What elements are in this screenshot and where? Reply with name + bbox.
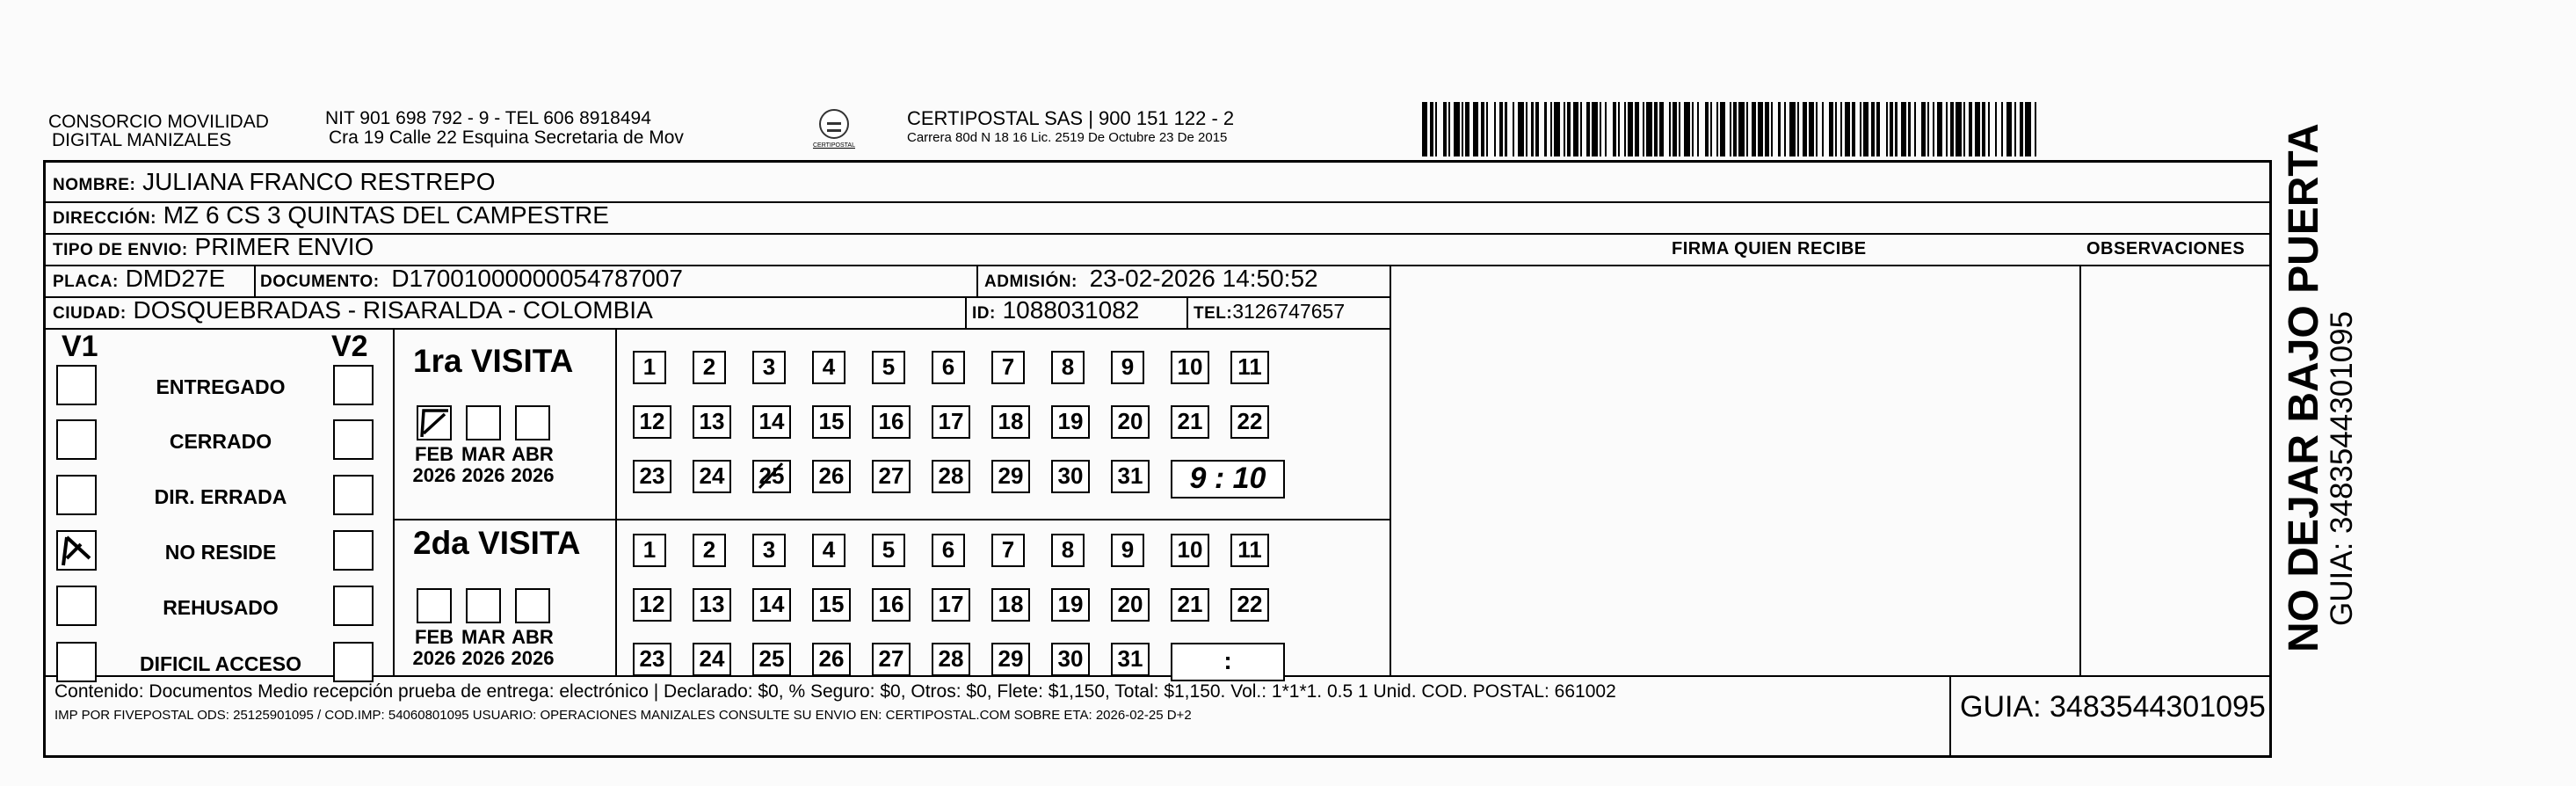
second-visit-day-25[interactable]: 25 — [752, 643, 791, 676]
admision-label: ADMISIÓN: — [984, 273, 1078, 291]
delivery-form — [43, 160, 2272, 758]
second-visit-day-31[interactable]: 31 — [1111, 643, 1150, 676]
second-visit-day-4[interactable]: 4 — [812, 534, 845, 567]
second-visit-day-13[interactable]: 13 — [693, 588, 731, 622]
firma-header: FIRMA QUIEN RECIBE — [1672, 239, 1867, 258]
tel-label: TEL: — [1194, 304, 1233, 323]
admision-value: 23-02-2026 14:50:52 — [1089, 265, 1318, 292]
second-visit-day-20[interactable]: 20 — [1111, 588, 1150, 622]
first-visit-month-mar: MAR 2026 — [461, 443, 506, 486]
first-visit-day-6[interactable]: 6 — [932, 351, 965, 384]
first-visit-day-30[interactable]: 30 — [1051, 460, 1090, 493]
certipostal-logo-icon — [803, 109, 865, 149]
first-visit-day-8[interactable]: 8 — [1051, 351, 1085, 384]
barcode — [1422, 102, 2108, 156]
observaciones-header: OBSERVACIONES — [2086, 239, 2246, 258]
tipo-envio-row — [53, 232, 374, 266]
first-visit-day-11[interactable]: 11 — [1230, 351, 1269, 384]
tipo-envio-value: PRIMER ENVIO — [194, 233, 374, 260]
second-visit-day-27[interactable]: 27 — [872, 643, 911, 676]
sender-line-1: CONSORCIO MOVILIDAD — [48, 112, 269, 132]
sender-address: Cra 19 Calle 22 Esquina Secretaria de Mov — [329, 127, 684, 148]
second-visit-day-9[interactable]: 9 — [1111, 534, 1144, 567]
v1-checkbox-5[interactable] — [56, 586, 97, 626]
second-visit-day-6[interactable]: 6 — [932, 534, 965, 567]
first-visit-day-2[interactable]: 2 — [693, 351, 726, 384]
first-visit-day-7[interactable]: 7 — [991, 351, 1025, 384]
v1-label: V1 — [62, 330, 98, 363]
first-visit-day-29[interactable]: 29 — [991, 460, 1030, 493]
sender-line-2: DIGITAL MANIZALES — [52, 130, 232, 150]
courier-details — [907, 107, 1399, 146]
status-label-1: ENTREGADO — [156, 375, 286, 398]
sender-nit: NIT 901 698 792 - 9 - TEL 606 8918494 — [325, 108, 651, 128]
first-visit-day-15[interactable]: 15 — [812, 405, 851, 439]
first-visit-day-18[interactable]: 18 — [991, 405, 1030, 439]
first-visit-day-23[interactable]: 23 — [633, 460, 671, 493]
first-visit-day-28[interactable]: 28 — [932, 460, 970, 493]
second-visit-day-19[interactable]: 19 — [1051, 588, 1090, 622]
first-visit-month-feb: FEB 2026 — [412, 443, 456, 486]
placa-value: DMD27E — [125, 265, 226, 292]
v1-checkbox-1[interactable] — [56, 365, 97, 405]
first-visit-day-17[interactable]: 17 — [932, 405, 970, 439]
first-visit-day-16[interactable]: 16 — [872, 405, 911, 439]
v2-checkbox-4[interactable] — [333, 530, 374, 571]
courier-address: Carrera 80d N 18 16 Lic. 2519 De Octubre 23 De 2015 — [907, 130, 1228, 145]
sender-details — [325, 109, 817, 148]
status-label-4: NO RESIDE — [164, 541, 277, 564]
first-visit-day-21[interactable]: 21 — [1171, 405, 1209, 439]
side-notice — [2283, 123, 2359, 652]
v1-checkbox-4[interactable] — [56, 530, 97, 571]
placa-row — [53, 264, 225, 297]
imp-line: IMP POR FIVEPOSTAL ODS: 25125901095 / COD.IMP: 54060801095 USUARIO: OPERACIONES MANIZALES CONSULTE SU ENVIO EN: CERTIPOSTAL.COM SOBRE ETA: 2026-02-25 D+2 — [54, 708, 1192, 723]
first-visit-month-abr: ABR 2026 — [511, 443, 555, 486]
second-visit-day-22[interactable]: 22 — [1230, 588, 1269, 622]
first-visit-day-20[interactable]: 20 — [1111, 405, 1150, 439]
sender-name — [48, 113, 312, 149]
second-visit-day-12[interactable]: 12 — [633, 588, 671, 622]
first-visit-day-3[interactable]: 3 — [752, 351, 786, 384]
second-visit-month-abr: ABR 2026 — [511, 626, 555, 669]
v2-checkbox-1[interactable] — [333, 365, 374, 405]
first-visit-day-1[interactable]: 1 — [633, 351, 666, 384]
direccion-label: DIRECCIÓN: — [53, 209, 156, 228]
nombre-row — [53, 167, 495, 200]
first-visit-time-value: 9 : 10 — [1189, 462, 1266, 495]
v2-label: V2 — [331, 330, 368, 363]
direccion-value: MZ 6 CS 3 QUINTAS DEL CAMPESTRE — [163, 201, 609, 229]
second-visit-time-box[interactable] — [1171, 643, 1285, 681]
second-visit-day-16[interactable]: 16 — [872, 588, 911, 622]
second-visit-day-14[interactable]: 14 — [752, 588, 791, 622]
no-dejar-bajo-puerta: NO DEJAR BAJO PUERTA — [2281, 123, 2327, 652]
v2-checkbox-6[interactable] — [333, 642, 374, 682]
id-label: ID: — [972, 304, 996, 323]
v2-checkbox-3[interactable] — [333, 475, 374, 515]
second-visit-day-18[interactable]: 18 — [991, 588, 1030, 622]
placa-label: PLACA: — [53, 273, 119, 291]
second-visit-day-17[interactable]: 17 — [932, 588, 970, 622]
logo-text: CERTIPOSTAL — [813, 142, 855, 149]
admision-field — [984, 264, 1318, 297]
second-visit-month-feb: FEB 2026 — [412, 626, 456, 669]
courier-nit: CERTIPOSTAL SAS | 900 151 122 - 2 — [907, 107, 1235, 129]
ciudad-label: CIUDAD: — [53, 304, 127, 323]
first-visit-day-31[interactable]: 31 — [1111, 460, 1150, 493]
v2-checkbox-5[interactable] — [333, 586, 374, 626]
second-visit-day-29[interactable]: 29 — [991, 643, 1030, 676]
first-visit-day-9[interactable]: 9 — [1111, 351, 1144, 384]
second-visit-day-28[interactable]: 28 — [932, 643, 970, 676]
id-value: 1088031082 — [1002, 296, 1140, 324]
footer-guia: GUIA: 3483544301095 — [1960, 690, 2266, 724]
first-visit-day-10[interactable]: 10 — [1171, 351, 1209, 384]
ciudad-value: DOSQUEBRADAS - RISARALDA - COLOMBIA — [133, 296, 653, 324]
first-visit-day-12[interactable]: 12 — [633, 405, 671, 439]
second-visit-title: 2da VISITA — [413, 525, 581, 561]
v1-checkbox-6[interactable] — [56, 642, 97, 682]
first-visit-day-13[interactable]: 13 — [693, 405, 731, 439]
second-visit-month-mar: MAR 2026 — [461, 626, 506, 669]
status-label-6: DIFICIL ACCESO — [139, 652, 301, 675]
documento-value: D17001000000054787007 — [391, 265, 683, 292]
second-visit-month-checkbox-mar[interactable] — [466, 588, 501, 623]
first-visit-month-checkbox-abr[interactable] — [515, 405, 550, 440]
documento-field — [260, 264, 683, 297]
second-visit-day-26[interactable]: 26 — [812, 643, 851, 676]
content-line: Contenido: Documentos Medio recepción prueba de entrega: electrónico | Declarado: $0, % Seguro: $0, Otros: $0, Flete: $1,150, Total: $1,150. Vol.: 1*1*1. 0.5 1 Unid. COD. POSTAL: 661002 — [54, 681, 1616, 702]
direccion-row — [53, 200, 609, 234]
first-visit-day-24[interactable]: 24 — [693, 460, 731, 493]
documento-label: DOCUMENTO: — [260, 273, 380, 291]
second-visit-month-checkbox-abr[interactable] — [515, 588, 550, 623]
first-visit-day-27[interactable]: 27 — [872, 460, 911, 493]
tel-field — [1194, 297, 1345, 328]
first-visit-day-14[interactable]: 14 — [752, 405, 791, 439]
first-visit-day-19[interactable]: 19 — [1051, 405, 1090, 439]
second-visit-day-8[interactable]: 8 — [1051, 534, 1085, 567]
v2-checkbox-2[interactable] — [333, 419, 374, 460]
first-visit-day-26[interactable]: 26 — [812, 460, 851, 493]
first-visit-title: 1ra VISITA — [413, 343, 574, 379]
second-visit-month-checkbox-feb[interactable] — [417, 588, 452, 623]
second-visit-day-2[interactable]: 2 — [693, 534, 726, 567]
second-visit-time-value: : — [1223, 647, 1232, 674]
v1-checkbox-2[interactable] — [56, 419, 97, 460]
v1-checkbox-3[interactable] — [56, 475, 97, 515]
first-visit-month-checkbox-mar[interactable] — [466, 405, 501, 440]
second-visit-day-30[interactable]: 30 — [1051, 643, 1090, 676]
side-guia: GUIA: 3483544301095 — [2325, 310, 2359, 626]
second-visit-day-10[interactable]: 10 — [1171, 534, 1209, 567]
first-visit-day-5[interactable]: 5 — [872, 351, 905, 384]
first-visit-day-25[interactable]: 25 — [752, 460, 791, 493]
nombre-value: JULIANA FRANCO RESTREPO — [142, 168, 496, 195]
id-field — [972, 295, 1139, 329]
second-visit-day-3[interactable]: 3 — [752, 534, 786, 567]
second-visit-day-11[interactable]: 11 — [1230, 534, 1269, 567]
nombre-label: NOMBRE: — [53, 176, 136, 194]
tipo-envio-label: TIPO DE ENVIO: — [53, 241, 188, 259]
first-visit-day-4[interactable]: 4 — [812, 351, 845, 384]
first-visit-time-box[interactable] — [1171, 460, 1285, 499]
second-visit-day-24[interactable]: 24 — [693, 643, 731, 676]
first-visit-day-22[interactable]: 22 — [1230, 405, 1269, 439]
status-label-5: REHUSADO — [163, 596, 279, 619]
tel-value: 3126747657 — [1232, 300, 1346, 323]
second-visit-day-5[interactable]: 5 — [872, 534, 905, 567]
status-label-2: CERRADO — [169, 430, 272, 453]
second-visit-day-1[interactable]: 1 — [633, 534, 666, 567]
second-visit-day-7[interactable]: 7 — [991, 534, 1025, 567]
second-visit-day-15[interactable]: 15 — [812, 588, 851, 622]
first-visit-month-checkbox-feb[interactable] — [417, 405, 452, 440]
second-visit-day-23[interactable]: 23 — [633, 643, 671, 676]
second-visit-day-21[interactable]: 21 — [1171, 588, 1209, 622]
ciudad-row — [53, 295, 653, 329]
status-label-3: DIR. ERRADA — [154, 485, 287, 508]
